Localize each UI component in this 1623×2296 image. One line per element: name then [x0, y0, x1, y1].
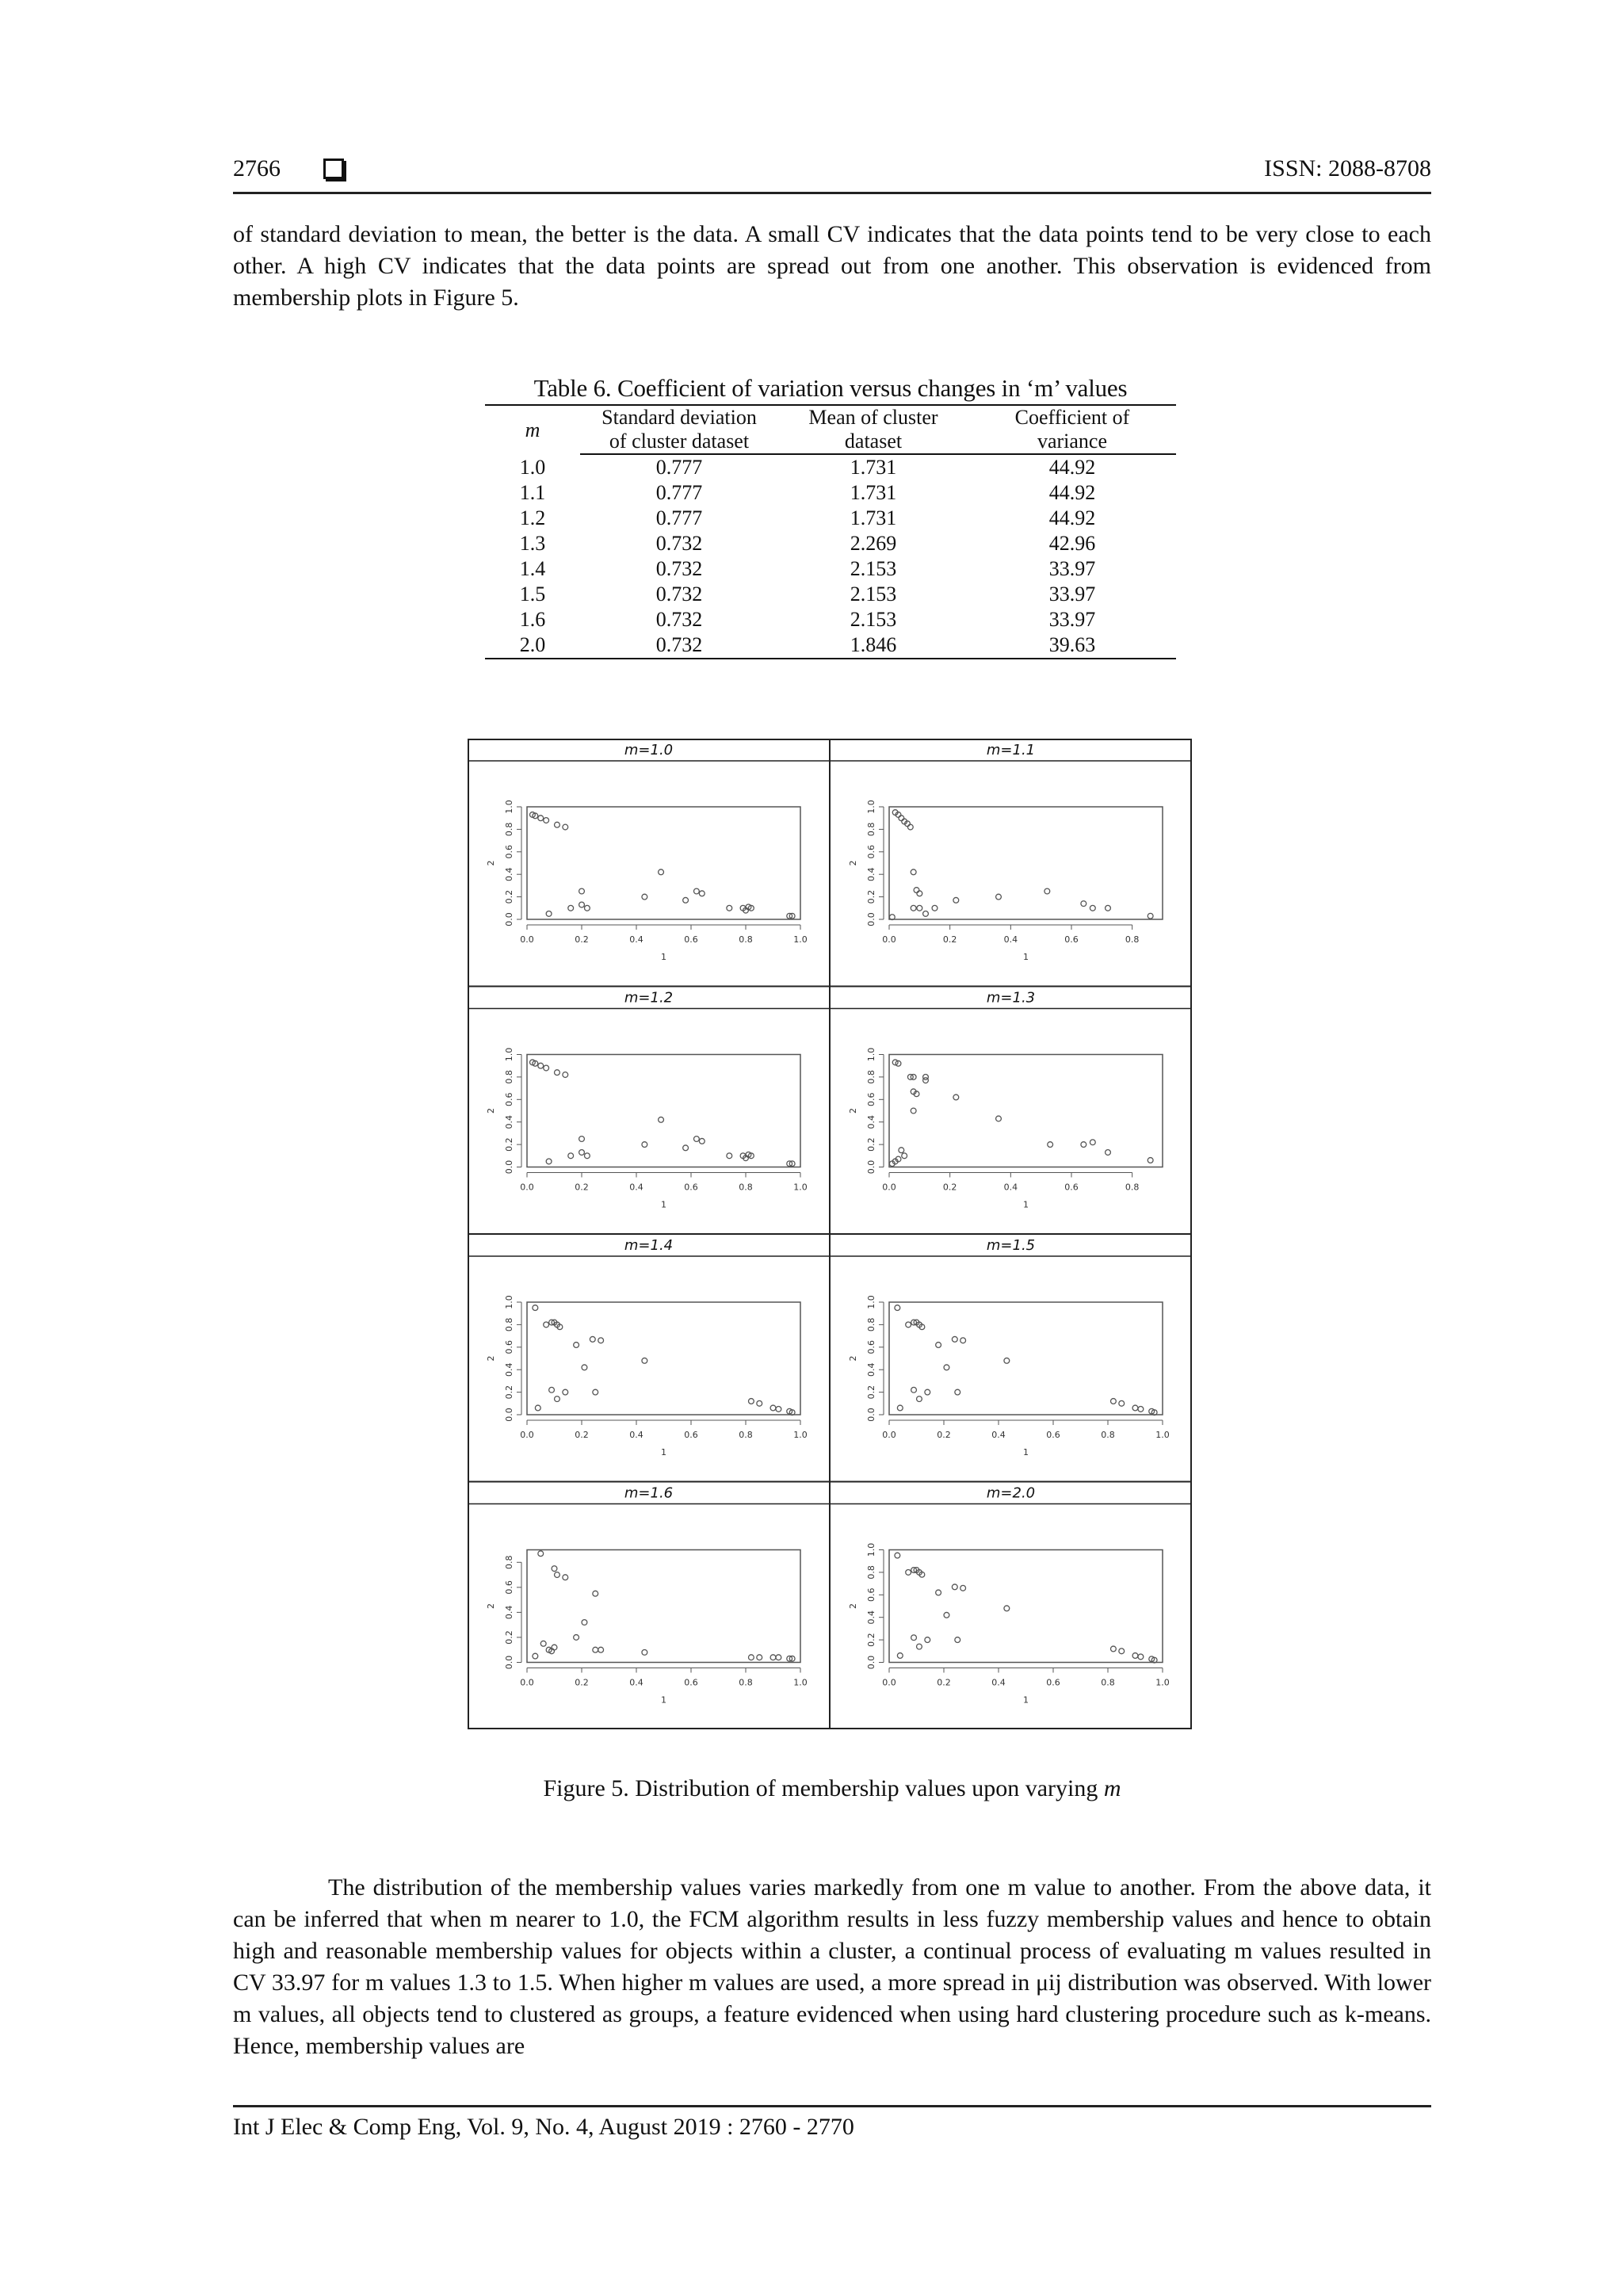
x-tick-label: 0.2 [575, 1182, 589, 1193]
y-tick-label: 0.8 [866, 1565, 876, 1580]
x-tick-label: 0.0 [882, 1677, 896, 1688]
figure-5 [468, 739, 1192, 1729]
y-axis-label: 2 [486, 860, 496, 866]
y-tick-label: 0.0 [504, 1408, 514, 1422]
header-cv-line1: Coefficient of [968, 405, 1176, 430]
y-tick-label: 0.0 [504, 1159, 514, 1175]
y-tick-label: 0.0 [504, 1655, 514, 1670]
table-row: 1.6 0.732 2.153 33.97 [519, 608, 1096, 631]
table-row: 1.0 0.777 1.731 44.92 [519, 455, 1096, 479]
y-axis-label: 2 [486, 1108, 496, 1114]
y-tick-label: 0.6 [504, 845, 514, 859]
y-tick-label: 1.0 [504, 800, 514, 814]
y-tick-label: 0.4 [866, 1362, 876, 1377]
y-tick-label: 0.8 [504, 1317, 514, 1332]
issn-label: ISSN: 2088-8708 [1264, 155, 1431, 181]
y-tick-label: 0.8 [866, 1317, 876, 1332]
x-tick-label: 1.0 [1155, 1677, 1170, 1688]
x-tick-label: 0.6 [684, 1182, 698, 1193]
x-tick-label: 1.0 [793, 1182, 808, 1193]
x-axis-label: 1 [1023, 1199, 1029, 1210]
table-row: 2.0 0.732 1.846 39.63 [485, 632, 1176, 659]
x-tick-label: 0.2 [937, 1677, 951, 1688]
y-tick-label: 0.0 [866, 1655, 876, 1670]
table-row: 1.4 0.732 2.153 33.97 [519, 557, 1096, 580]
x-axis-label: 1 [661, 952, 666, 962]
x-tick-label: 0.4 [1003, 934, 1018, 945]
x-tick-label: 0.0 [520, 1182, 534, 1193]
x-tick-label: 0.8 [1125, 934, 1140, 945]
x-axis-label: 1 [1023, 952, 1029, 962]
panel-title: m=1.5 [986, 1237, 1036, 1254]
x-tick-label: 0.8 [1101, 1677, 1115, 1688]
x-axis-label: 1 [661, 1199, 666, 1210]
table-row: 1.3 0.732 2.269 42.96 [519, 532, 1096, 555]
x-axis-label: 1 [1023, 1447, 1029, 1457]
table-caption: Table 6. Coefficient of variation versus changes in ‘m’ values [533, 374, 1128, 402]
y-tick-label: 0.0 [504, 912, 514, 926]
y-tick-label: 0.4 [504, 867, 514, 881]
y-tick-label: 0.4 [504, 1362, 514, 1377]
y-tick-label: 1.0 [866, 1047, 876, 1062]
y-tick-label: 0.4 [866, 1114, 876, 1129]
x-tick-label: 0.0 [882, 1430, 896, 1440]
x-tick-label: 0.4 [1003, 1182, 1018, 1193]
x-tick-label: 0.4 [629, 1677, 643, 1688]
page-header [233, 152, 1431, 194]
x-tick-label: 1.0 [793, 1677, 808, 1688]
y-axis-label: 2 [486, 1355, 496, 1362]
header-mean-line2: dataset [778, 430, 968, 454]
y-tick-label: 0.2 [504, 1385, 514, 1400]
y-tick-label: 0.6 [504, 1340, 514, 1354]
y-tick-label: 1.0 [866, 1542, 876, 1557]
x-tick-label: 1.0 [793, 934, 808, 945]
x-tick-label: 0.4 [991, 1677, 1006, 1688]
x-tick-label: 0.4 [629, 1430, 643, 1440]
x-tick-label: 0.0 [520, 1430, 534, 1440]
table-6 [485, 374, 1176, 659]
y-tick-label: 0.8 [866, 822, 876, 837]
y-tick-label: 1.0 [866, 800, 876, 814]
header-sd-line2: of cluster dataset [580, 430, 778, 454]
y-tick-label: 0.6 [866, 1092, 876, 1107]
x-tick-label: 1.0 [1155, 1430, 1170, 1440]
membership-plots-grid [468, 739, 1192, 1729]
panel-title: m=1.4 [624, 1237, 674, 1254]
x-tick-label: 0.2 [575, 1430, 589, 1440]
square-bullet-icon [323, 159, 344, 179]
table-row: 1.1 0.777 1.731 44.92 [519, 481, 1096, 504]
y-tick-label: 0.4 [504, 1114, 514, 1129]
x-tick-label: 0.8 [1125, 1182, 1140, 1193]
x-axis-label: 1 [661, 1694, 666, 1706]
y-tick-label: 0.0 [866, 912, 876, 926]
x-tick-label: 0.4 [991, 1430, 1006, 1440]
header-sd-line1: Standard deviation [580, 405, 778, 430]
panel-title: m=1.1 [986, 742, 1036, 758]
x-tick-label: 0.6 [1064, 934, 1079, 945]
x-tick-label: 0.8 [739, 1182, 753, 1193]
y-tick-label: 1.0 [866, 1295, 876, 1309]
x-axis-label: 1 [661, 1447, 666, 1457]
y-tick-label: 1.0 [504, 1295, 514, 1309]
y-tick-label: 0.4 [866, 867, 876, 881]
figure-caption: Figure 5. Distribution of membership values upon varying m [543, 1775, 1121, 1801]
y-tick-label: 0.8 [504, 1070, 514, 1084]
x-tick-label: 0.8 [1101, 1430, 1115, 1440]
y-tick-label: 0.4 [866, 1610, 876, 1625]
page-footer: Int J Elec & Comp Eng, Vol. 9, No. 4, August 2019 : 2760 - 2770 [233, 2105, 1431, 2141]
x-tick-label: 0.2 [575, 934, 589, 945]
header-cv-line2: variance [968, 430, 1176, 454]
x-tick-label: 0.8 [739, 1430, 753, 1440]
y-tick-label: 0.2 [504, 1137, 514, 1152]
x-tick-label: 0.6 [1046, 1430, 1060, 1440]
x-tick-label: 0.6 [684, 934, 698, 945]
y-axis-label: 2 [848, 1108, 858, 1114]
panel-title: m=1.2 [624, 989, 674, 1007]
y-tick-label: 0.6 [504, 1580, 514, 1595]
y-tick-label: 0.2 [504, 889, 514, 904]
x-tick-label: 0.4 [629, 934, 643, 945]
x-tick-label: 0.6 [1046, 1677, 1060, 1688]
x-tick-label: 0.2 [942, 1182, 957, 1193]
y-axis-label: 2 [486, 1603, 496, 1609]
page-number: 2766 [233, 155, 281, 181]
body-paragraph-1: of standard deviation to mean, the better is the data. A small CV indicates that the data points tend to be very close to each other. A high CV indicates that the data points are spread out from one another. This observation is evidenced from membership plots in Figure 5. [233, 221, 1431, 311]
y-axis-label: 2 [848, 1603, 858, 1609]
x-tick-label: 0.0 [520, 934, 534, 945]
x-tick-label: 0.0 [882, 1182, 896, 1193]
x-tick-label: 0.2 [937, 1430, 951, 1440]
panel-title: m=1.6 [624, 1484, 674, 1502]
y-tick-label: 0.0 [866, 1159, 876, 1175]
panel-title: m=2.0 [986, 1484, 1036, 1502]
panel-title: m=1.3 [986, 989, 1036, 1007]
x-axis-label: 1 [1023, 1694, 1029, 1706]
x-tick-label: 0.8 [739, 1677, 753, 1688]
y-tick-label: 0.2 [866, 1137, 876, 1152]
header-mean-line1: Mean of cluster [778, 405, 968, 430]
y-tick-label: 0.8 [866, 1070, 876, 1084]
y-tick-label: 0.6 [866, 1587, 876, 1603]
x-tick-label: 0.4 [629, 1182, 643, 1193]
x-tick-label: 0.0 [520, 1677, 534, 1688]
table-row: 1.2 0.777 1.731 44.92 [519, 506, 1096, 529]
y-tick-label: 0.8 [504, 1555, 514, 1570]
y-tick-label: 0.0 [866, 1408, 876, 1422]
panel-title: m=1.0 [624, 742, 674, 758]
y-tick-label: 0.2 [504, 1630, 514, 1645]
cv-table [485, 404, 1176, 659]
y-tick-label: 1.0 [504, 1047, 514, 1062]
x-tick-label: 0.0 [882, 934, 896, 945]
header-m: m [485, 405, 580, 454]
x-tick-label: 0.2 [575, 1677, 589, 1688]
x-tick-label: 0.6 [1064, 1182, 1079, 1193]
y-tick-label: 0.4 [504, 1605, 514, 1620]
x-tick-label: 0.6 [684, 1430, 698, 1440]
y-tick-label: 0.6 [504, 1092, 514, 1107]
x-tick-label: 0.8 [739, 934, 753, 945]
y-tick-label: 0.2 [866, 889, 876, 904]
table-row: 1.5 0.732 2.153 33.97 [519, 583, 1096, 606]
body-paragraph-2: The distribution of the membership values varies markedly from one m value to another. From the above data, it can be inferred that when m nearer to 1.0, the FCM algorithm results in less fuzzy membership values and hence to obtain high and reasonable membership values for objects within a cluster, a continual process of evaluating m values resulted in CV 33.97 for m values 1.3 to 1.5. When higher m values are used, a more spread in μij distribution was observed. With lower m values, all objects tend to clustered as groups, a feature evidenced when using hard clustering procedure such as k-means. Hence, membership values are [233, 1874, 1431, 2059]
x-tick-label: 0.2 [942, 934, 957, 945]
x-tick-label: 0.6 [684, 1677, 698, 1688]
y-tick-label: 0.8 [504, 822, 514, 837]
y-tick-label: 0.6 [866, 1340, 876, 1354]
y-tick-label: 0.2 [866, 1633, 876, 1647]
x-tick-label: 1.0 [793, 1430, 808, 1440]
y-axis-label: 2 [848, 1355, 858, 1362]
y-tick-label: 0.6 [866, 845, 876, 859]
y-tick-label: 0.2 [866, 1385, 876, 1400]
y-axis-label: 2 [848, 860, 858, 866]
